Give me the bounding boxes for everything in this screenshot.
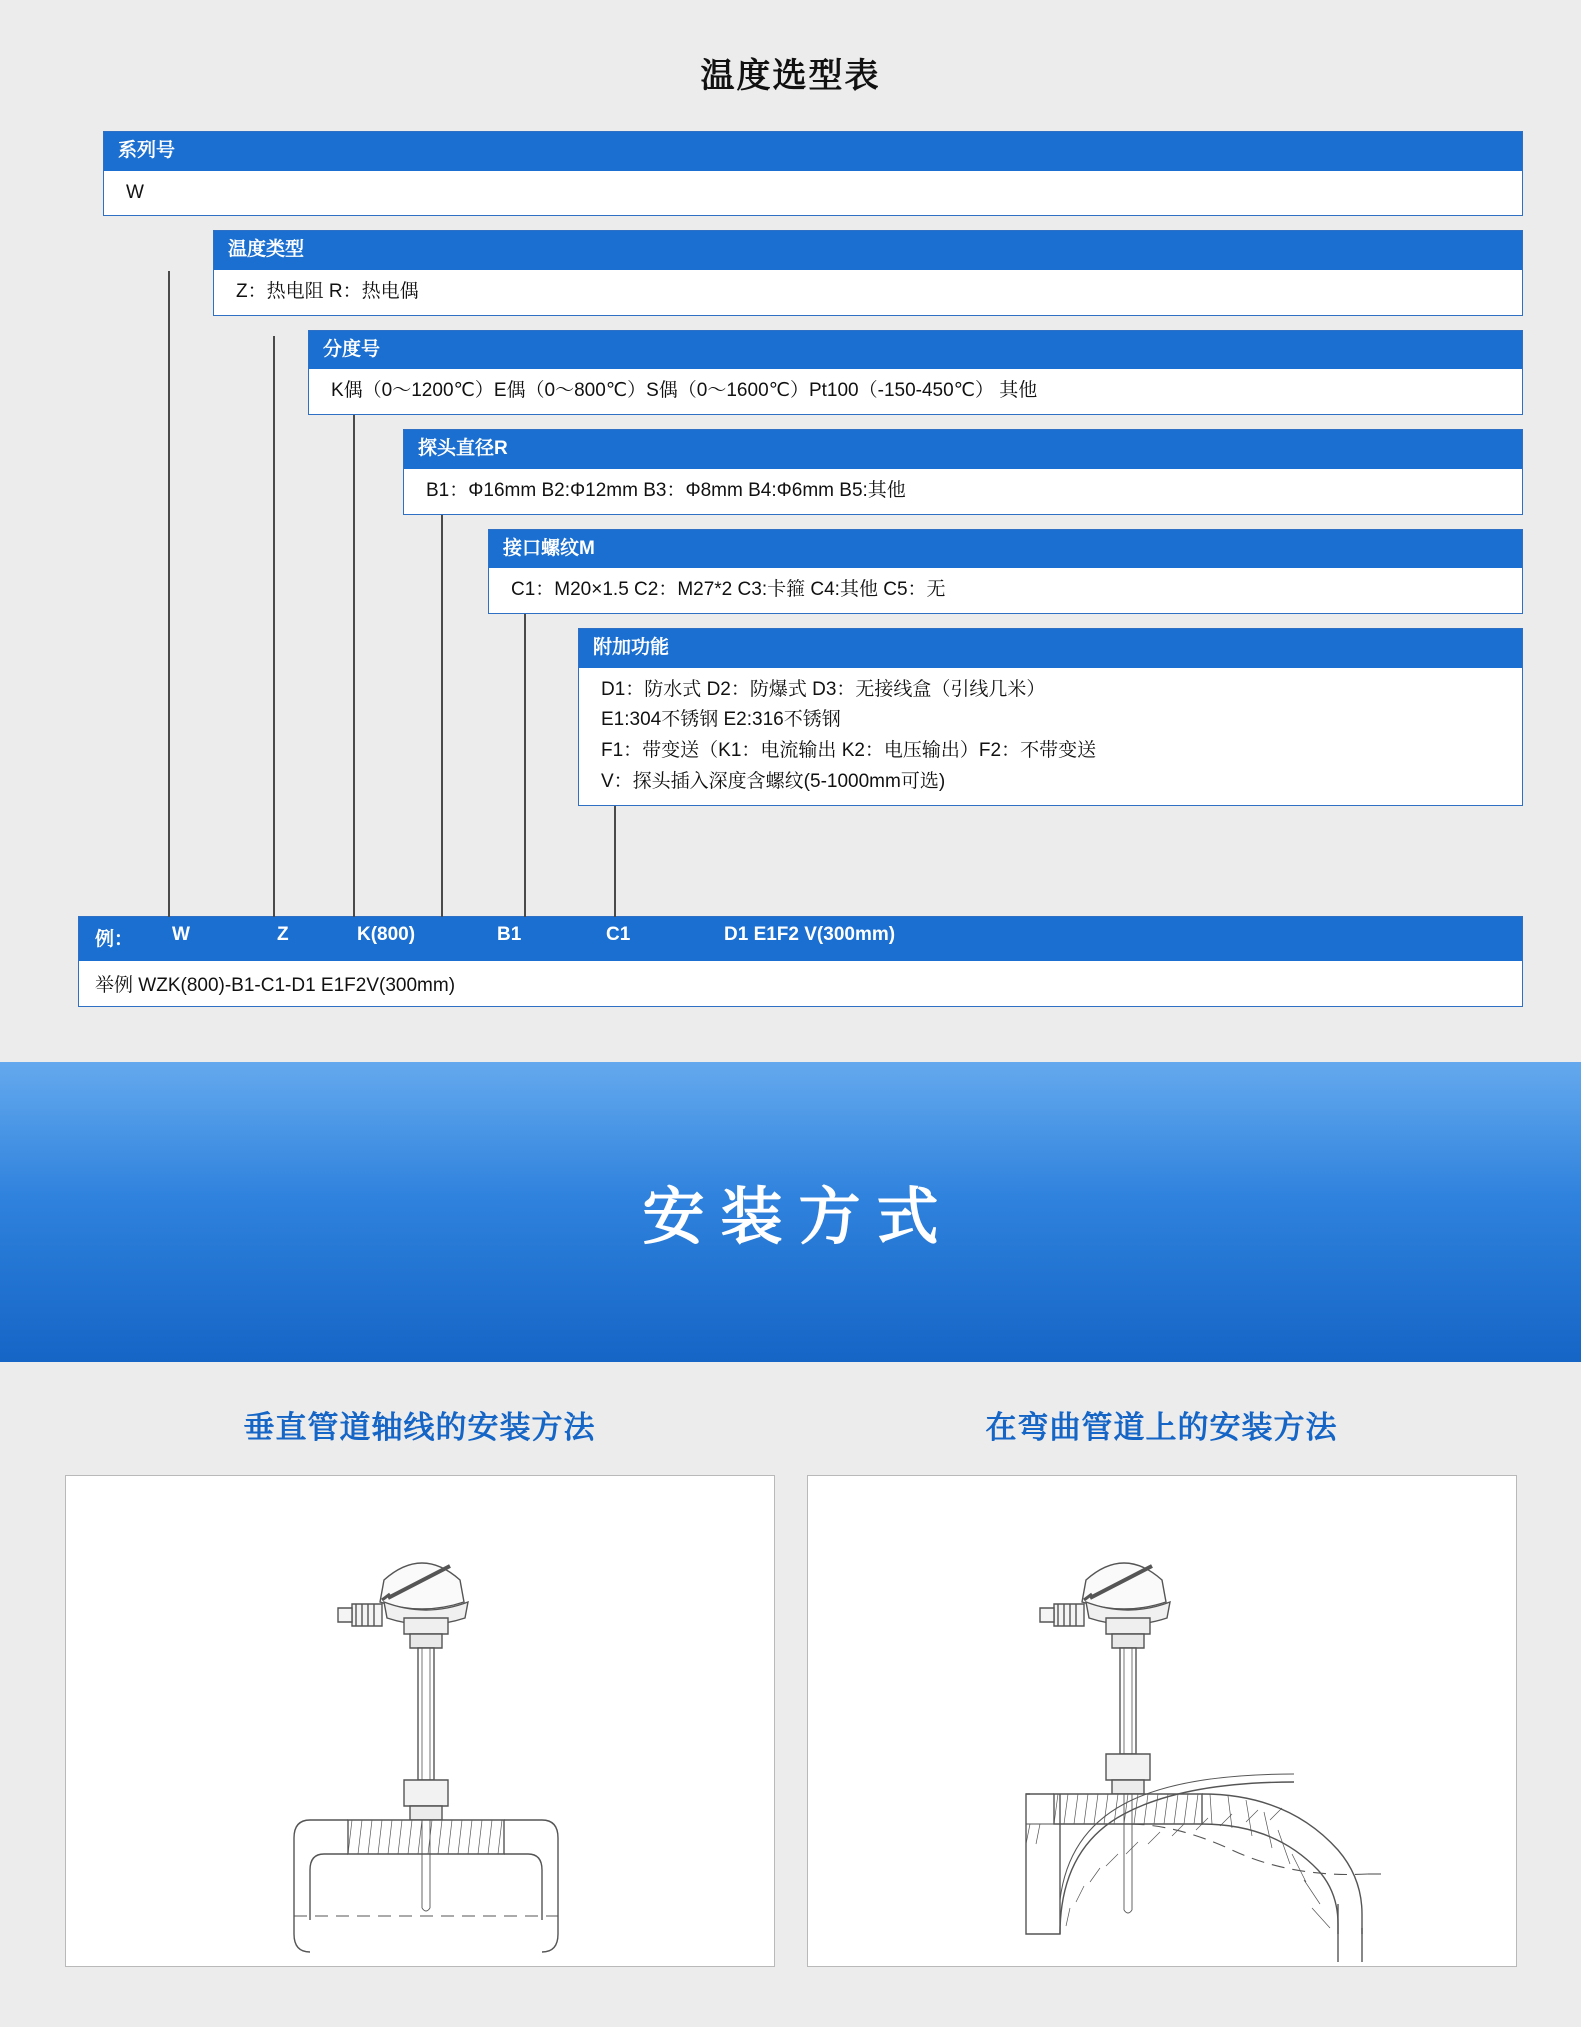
block-series (103, 131, 1523, 216)
block-body (579, 668, 1522, 805)
example-cell-type: Z (277, 923, 289, 945)
thermocouple-elbow-pipe-diagram (808, 1476, 1517, 1964)
example-cell-thread: C1 (606, 923, 631, 945)
block-graduation-number (308, 330, 1523, 415)
selection-row (103, 131, 1523, 216)
block-header: 接口螺纹M (489, 530, 1522, 569)
install-column-elbow (807, 1402, 1517, 1967)
block-body (214, 270, 1522, 315)
example-cell-grad: K(800) (357, 923, 416, 945)
block-header: 附加功能 (579, 629, 1522, 668)
example-cell-extra: D1 E1F2 V(300mm) (724, 923, 896, 945)
install-title: 在弯曲管道上的安装方法 (985, 1409, 1338, 1445)
connector-line-2 (273, 336, 275, 941)
connector-line-1 (168, 271, 170, 941)
install-column-straight (65, 1402, 775, 1967)
block-temperature-type (213, 230, 1523, 315)
block-header: 温度类型 (214, 231, 1522, 270)
block-interface-thread (488, 529, 1523, 614)
block-body (404, 469, 1522, 514)
block-line: W (126, 181, 144, 203)
block-line: K偶（0～1200℃）E偶（0～800℃）S偶（0～1600℃）Pt100（-150-450℃） 其他 (331, 380, 1038, 402)
example-cell-diam: B1 (497, 923, 522, 945)
install-banner (0, 1062, 1581, 1362)
block-additional-function (578, 628, 1523, 806)
installation-section (0, 1362, 1581, 2027)
block-line: B1：Φ16mm B2:Φ12mm B3：Φ8mm B4:Φ6mm B5:其他 (426, 479, 906, 501)
block-body (309, 369, 1522, 414)
example-cell-label: 例： (95, 928, 134, 950)
selection-diagram (58, 131, 1523, 1017)
banner-title: 安装方式 (642, 1183, 955, 1253)
page-title: 温度选型表 (700, 57, 881, 95)
example-block (78, 916, 1523, 1007)
block-header: 系列号 (104, 132, 1522, 171)
block-line: V：探头插入深度含螺纹(5-1000mm可选) (601, 770, 946, 792)
example-cell-series: W (172, 923, 190, 945)
thermocouple-straight-pipe-diagram (66, 1476, 775, 1964)
selection-row (213, 230, 1523, 315)
block-header: 分度号 (309, 331, 1522, 370)
block-line: F1：带变送（K1：电流输出 K2：电压输出）F2：不带变送 (601, 740, 1097, 762)
block-line: C1：M20×1.5 C2：M27*2 C3:卡箍 C4:其他 C5：无 (511, 579, 946, 601)
connector-line-5 (524, 559, 526, 941)
install-figure-card (65, 1475, 775, 1967)
connector-line-3 (353, 403, 355, 941)
example-header-row (79, 917, 1522, 961)
block-line: D1：防水式 D2：防爆式 D3：无接线盒（引线几米） (601, 678, 1046, 700)
selection-row (488, 529, 1523, 614)
example-note: 举例 WZK(800)-B1-C1-D1 E1F2V(300mm) (95, 974, 456, 996)
selection-row (578, 628, 1523, 806)
selection-row (308, 330, 1523, 415)
block-line: E1:304不锈钢 E2:316不锈钢 (601, 709, 841, 731)
connector-line-4 (441, 481, 443, 941)
selection-row (403, 429, 1523, 514)
block-line: Z：热电阻 R：热电偶 (236, 281, 419, 303)
block-probe-diameter (403, 429, 1523, 514)
install-figure-card (807, 1475, 1517, 1967)
block-header: 探头直径R (404, 430, 1522, 469)
block-body (104, 171, 1522, 216)
block-body (489, 568, 1522, 613)
install-title: 垂直管道轴线的安装方法 (243, 1409, 596, 1445)
